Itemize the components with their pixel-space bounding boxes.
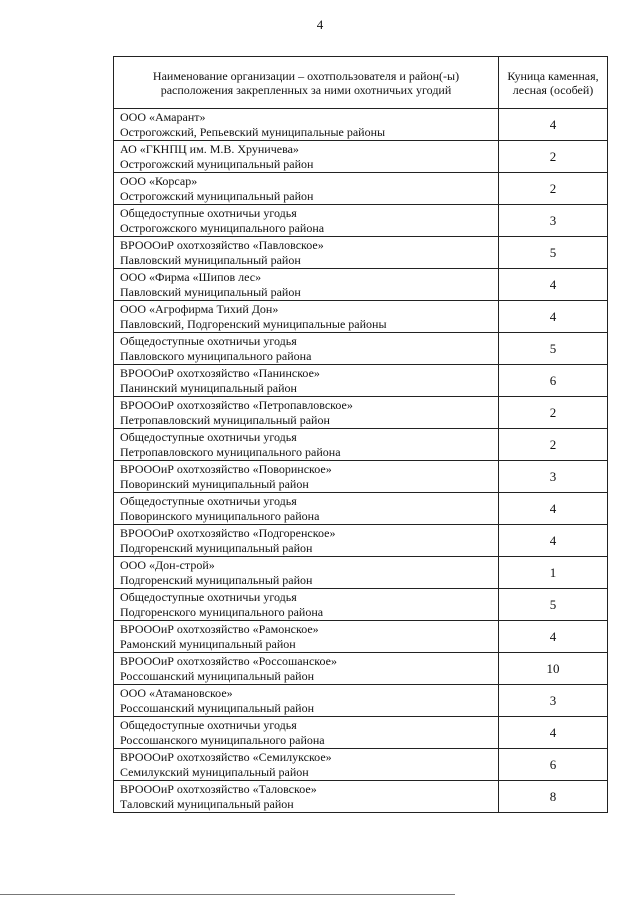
quota-value: 3 (499, 461, 608, 493)
organization-name: ВРОООиР охотхозяйство «Павловское» (120, 237, 324, 252)
header-organization-text: Наименование организации – охотпользователя и район(-ы) расположения закрепленных за ними охотничьих угодий (152, 68, 460, 97)
organization-cell (114, 141, 499, 173)
table-row (114, 237, 608, 269)
organization-name: ООО «Амарант» (120, 109, 206, 124)
organization-name: ВРОООиР охотхозяйство «Таловское» (120, 781, 317, 796)
organization-district: Павловского муниципального района (120, 348, 312, 363)
quota-value: 2 (499, 429, 608, 461)
table-row (114, 365, 608, 397)
table-row (114, 269, 608, 301)
organization-district: Острогожский муниципальный район (120, 188, 314, 203)
organization-cell (114, 365, 499, 397)
organization-name: ООО «Фирма «Шипов лес» (120, 269, 262, 284)
quota-value: 5 (499, 589, 608, 621)
organization-district: Подгоренского муниципального района (120, 604, 324, 619)
footer-rule (0, 894, 455, 895)
organization-name: Общедоступные охотничьи угодья (120, 717, 297, 732)
quota-table (113, 56, 608, 813)
organization-name: ООО «Агрофирма Тихий Дон» (120, 301, 279, 316)
page-number: 4 (316, 17, 324, 32)
quota-value: 2 (499, 397, 608, 429)
table-row (114, 621, 608, 653)
organization-cell (114, 621, 499, 653)
organization-cell (114, 493, 499, 525)
organization-name: Общедоступные охотничьи угодья (120, 205, 297, 220)
organization-name: Общедоступные охотничьи угодья (120, 333, 297, 348)
table-row (114, 781, 608, 813)
table-header-row (114, 57, 608, 109)
organization-district: Острогожский муниципальный район (120, 156, 314, 171)
table-row (114, 525, 608, 557)
organization-district: Панинский муниципальный район (120, 380, 297, 395)
table-row (114, 589, 608, 621)
quota-value: 3 (499, 685, 608, 717)
quota-value: 6 (499, 749, 608, 781)
organization-district: Павловский, Подгоренский муниципальные районы (120, 316, 387, 331)
organization-district: Поворинский муниципальный район (120, 476, 309, 491)
header-species-text: Куница каменная, лесная (особей) (507, 68, 599, 97)
organization-cell (114, 557, 499, 589)
table-row (114, 461, 608, 493)
organization-district: Таловский муниципальный район (120, 796, 294, 811)
table-row (114, 205, 608, 237)
table-row (114, 717, 608, 749)
table-row (114, 749, 608, 781)
organization-name: Общедоступные охотничьи угодья (120, 589, 297, 604)
organization-cell (114, 653, 499, 685)
organization-name: Общедоступные охотничьи угодья (120, 493, 297, 508)
organization-name: АО «ГКНПЦ им. М.В. Хруничева» (120, 141, 299, 156)
table-row (114, 397, 608, 429)
organization-name: Общедоступные охотничьи угодья (120, 429, 297, 444)
table-row (114, 109, 608, 141)
organization-cell (114, 397, 499, 429)
organization-cell (114, 525, 499, 557)
organization-cell (114, 301, 499, 333)
organization-district: Петропавловского муниципального района (120, 444, 341, 459)
quota-value: 6 (499, 365, 608, 397)
quota-value: 5 (499, 237, 608, 269)
organization-cell (114, 685, 499, 717)
organization-cell (114, 205, 499, 237)
organization-district: Петропавловский муниципальный район (120, 412, 330, 427)
organization-cell (114, 333, 499, 365)
table-body (114, 109, 608, 813)
organization-cell (114, 173, 499, 205)
organization-district: Острогожский, Репьевский муниципальные районы (120, 124, 386, 139)
organization-cell (114, 237, 499, 269)
quota-value: 4 (499, 621, 608, 653)
organization-name: ООО «Атамановское» (120, 685, 233, 700)
organization-cell (114, 589, 499, 621)
organization-cell (114, 717, 499, 749)
quota-value: 8 (499, 781, 608, 813)
organization-district: Подгоренский муниципальный район (120, 572, 313, 587)
table-row (114, 557, 608, 589)
table-row (114, 653, 608, 685)
quota-value: 3 (499, 205, 608, 237)
quota-value: 2 (499, 173, 608, 205)
organization-name: ООО «Корсар» (120, 173, 198, 188)
table-row (114, 333, 608, 365)
quota-value: 4 (499, 109, 608, 141)
organization-cell (114, 749, 499, 781)
organization-cell (114, 109, 499, 141)
organization-district: Россошанский муниципальный район (120, 668, 314, 683)
table-row (114, 173, 608, 205)
organization-cell (114, 461, 499, 493)
header-species (499, 57, 608, 109)
quota-value: 5 (499, 333, 608, 365)
quota-value: 4 (499, 269, 608, 301)
organization-name: ВРОООиР охотхозяйство «Подгоренское» (120, 525, 336, 540)
organization-cell (114, 429, 499, 461)
quota-value: 4 (499, 301, 608, 333)
quota-value: 10 (499, 653, 608, 685)
organization-district: Острогожского муниципального района (120, 220, 325, 235)
quota-value: 2 (499, 141, 608, 173)
quota-value: 4 (499, 717, 608, 749)
organization-name: ВРОООиР охотхозяйство «Рамонское» (120, 621, 319, 636)
table-row (114, 141, 608, 173)
header-organization (114, 57, 499, 109)
organization-name: ВРОООиР охотхозяйство «Поворинское» (120, 461, 332, 476)
organization-name: ВРОООиР охотхозяйство «Семилукское» (120, 749, 332, 764)
organization-cell (114, 269, 499, 301)
quota-value: 4 (499, 525, 608, 557)
organization-district: Подгоренский муниципальный район (120, 540, 313, 555)
table-row (114, 493, 608, 525)
quota-value: 1 (499, 557, 608, 589)
table-row (114, 429, 608, 461)
table-row (114, 301, 608, 333)
quota-value: 4 (499, 493, 608, 525)
table-row (114, 685, 608, 717)
organization-name: ВРОООиР охотхозяйство «Россошанское» (120, 653, 337, 668)
organization-district: Рамонский муниципальный район (120, 636, 296, 651)
organization-name: ВРОООиР охотхозяйство «Петропавловское» (120, 397, 353, 412)
organization-name: ВРОООиР охотхозяйство «Панинское» (120, 365, 320, 380)
organization-district: Россошанский муниципальный район (120, 700, 314, 715)
organization-name: ООО «Дон-строй» (120, 557, 215, 572)
organization-district: Павловский муниципальный район (120, 284, 301, 299)
organization-district: Семилукский муниципальный район (120, 764, 309, 779)
organization-district: Россошанского муниципального района (120, 732, 325, 747)
organization-cell (114, 781, 499, 813)
organization-district: Павловский муниципальный район (120, 252, 301, 267)
organization-district: Поворинского муниципального района (120, 508, 320, 523)
